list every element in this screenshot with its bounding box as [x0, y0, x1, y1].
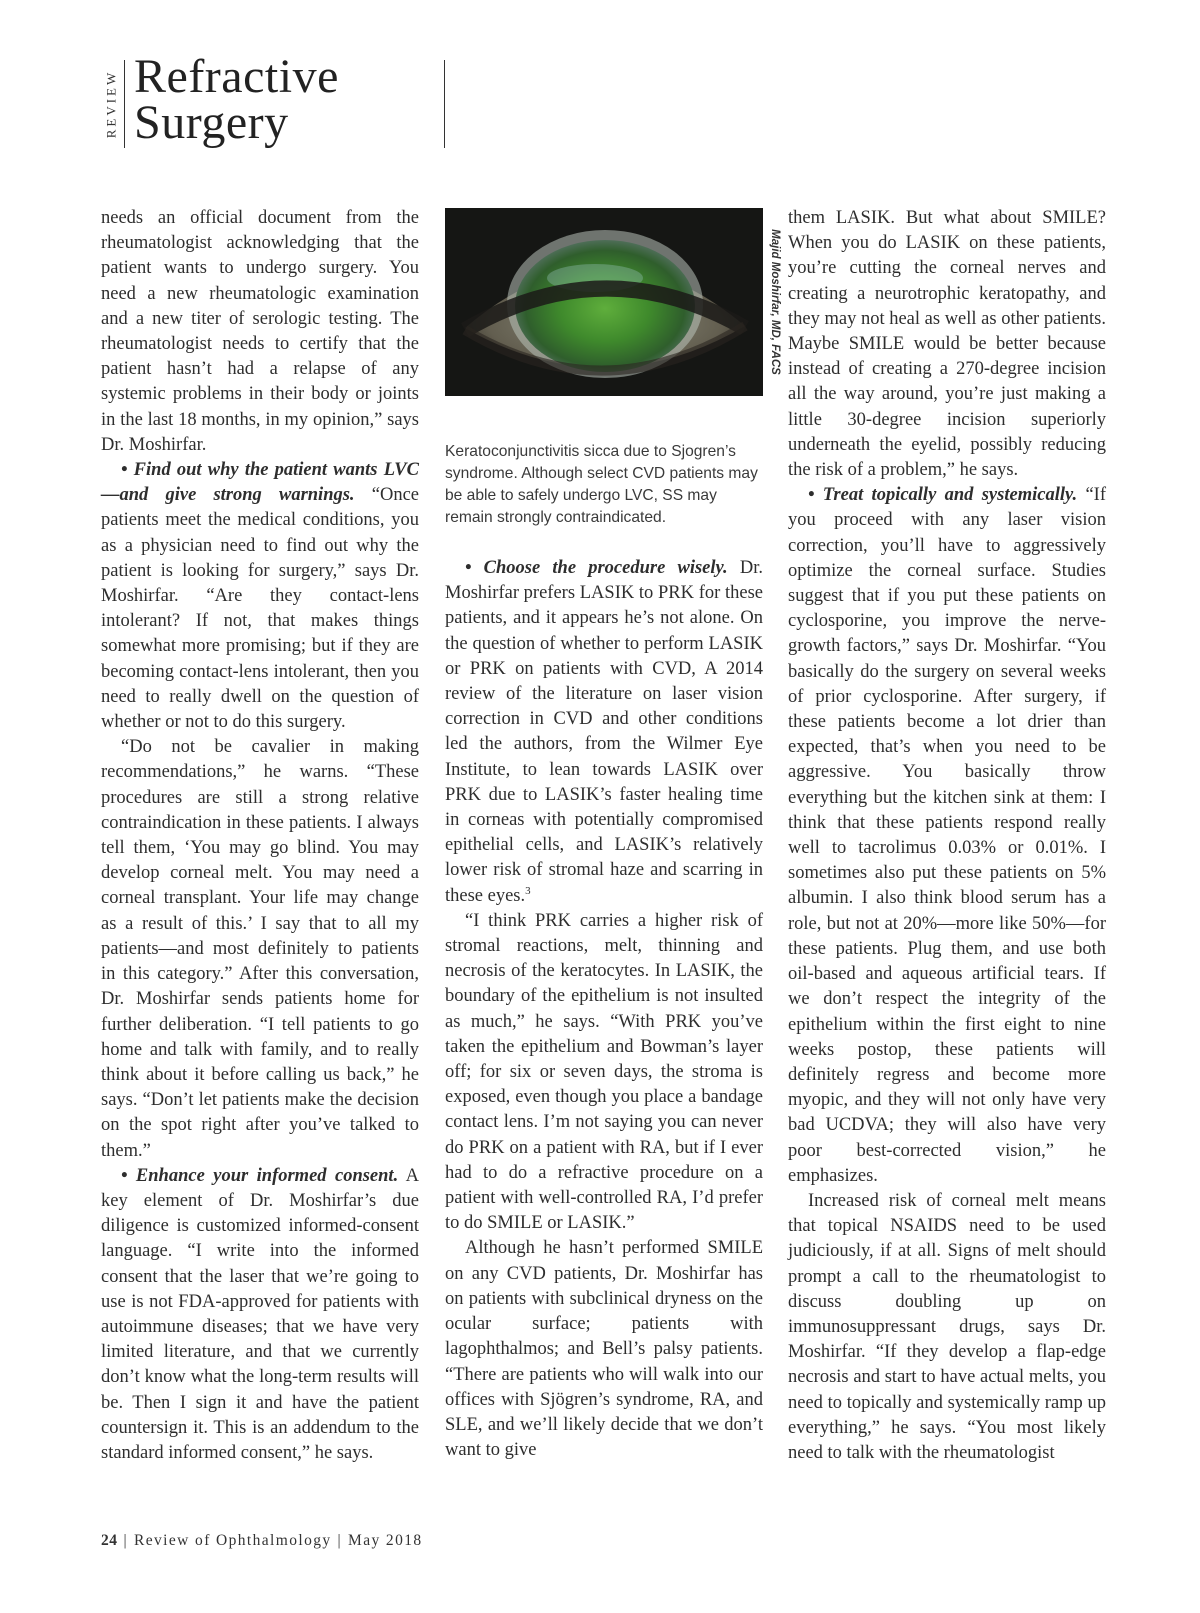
paragraph: “I think PRK carries a higher risk of stromal reactions, melt, thinning and necrosis of the keratocytes. In LASIK, the boundary of the epithelium is not insulted as much,” he says. “With PRK you’ve taken the epithelium and Bowman’s layer off; for six or seven days, the stroma is exposed, even though you place a bandage contact lens. I’m not saying you can never do PRK on a patient with RA, but if I ever had to do a refractive procedure on a patient with well-controlled RA, I’d prefer to do SMILE or LASIK.”	[445, 910, 763, 1234]
subhead: • Choose the procedure wisely.	[465, 558, 728, 578]
paragraph: Increased risk of corneal melt means that topical NSAIDS need to be used judiciously, if at all. Signs of melt should prompt a call to the rheumatologist to discuss doubling up on immunosuppressant drugs, says Dr. Moshirfar. “If they develop a flap-edge necrosis and start to have actual melts, you need to topically and systemically ramp up everything,” he says. “You most likely need to talk with the rheumatologist	[788, 1190, 1106, 1463]
paragraph-text: “If you proceed with any laser vision correction, you’ll have to aggressively optimize the corneal surface. Studies suggest that if you put these patients on cyclosporine, you improve the nerve-growth factors,” says Dr. Moshirfar. “You basically do the surgery on several weeks of prior cyclosporine. After surgery, if these patients become a lot drier than expected, that’s when you need to be aggressive. You basically throw everything but the kitchen sink at them: I think that these patients respond really well to tacrolimus 0.03% or 0.01%. I sometimes also put these patients on 5% albumin. I also think blood serum has a role, but not at 20%—more like 50%—for these patients. Plug them, and use both oil-based and aqueous artificial tears. If we don’t respect the integrity of the epithelium within the first eight to nine weeks postop, these patients will definitely regress and become more myopic, and they will not only have very bad UCDVA; they will also have very poor best-corrected vision,” he emphasizes.	[788, 485, 1106, 1186]
subhead: • Find out why the patient wants LVC—and give strong warnings.	[101, 460, 419, 506]
paragraph-text: Dr. Moshirfar prefers LASIK to PRK for these patients, and it appears he’s not alone. On the question of whether to perform LASIK or PRK on patients with CVD, A 2014 review of the literature on laser vision correction in CVD and other conditions led the authors, from the Wilmer Eye Institute, to lean towards LASIK over PRK due to LASIK’s faster healing time in corneas with potentially compromised epithelial cells, and LASIK’s relatively lower risk of stromal haze and scarring in these eyes.	[445, 558, 764, 906]
paragraph: Although he hasn’t performed SMILE on any CVD patients, Dr. Moshirfar has on patients with subclinical dryness on the ocular surface; patients with lagophthalmos; and Bell’s palsy patients. “There are patients who will walk into our offices with Sjögren’s syndrome, RA, and SLE, and we’ll likely decide that we don’t want to give	[445, 1238, 763, 1461]
figure	[445, 208, 781, 396]
section-tag	[100, 58, 122, 150]
article-column-3	[788, 206, 1106, 1466]
page-number: 24	[101, 1532, 118, 1549]
subhead: • Enhance your informed consent.	[121, 1165, 399, 1186]
publication-name: Review of Ophthalmology	[134, 1532, 332, 1549]
reference-marker: 3	[525, 884, 531, 897]
paragraph-text: A key element of Dr. Moshirfar’s due diligence is customized informed-consent language. “I write into the informed consent that the laser that we’re going to use is not FDA-approved for patients with autoimmune diseases; that we have very limited literature, and that we currently don’t know what the long-term results will be. Then I sign it and have the patient countersign it. This is an addendum to the standard informed consent,” he says.	[101, 1165, 419, 1463]
paragraph: needs an official document from the rheumatologist acknowledging that the patient wants to undergo surgery. You need a new rheumatologic examination and a new titer of serologic testing. The rheumatologist needs to certify that the patient hasn’t had a relapse of any systemic problems in their body or joints in the last 18 months, in my opinion,” says Dr. Moshirfar.	[101, 208, 419, 455]
issue-date: May 2018	[348, 1532, 423, 1549]
paragraph	[101, 1164, 419, 1466]
header-divider-left	[124, 60, 125, 148]
paragraph	[445, 556, 763, 909]
section-title	[134, 50, 339, 149]
page-footer	[101, 1532, 423, 1550]
article-column-1	[101, 206, 419, 1466]
figure-caption: Keratoconjunctivitis sicca due to Sjogren’s syndrome. Although select CVD patients may be able to safely undergo LVC, SS may remain strongly contraindicated.	[445, 443, 758, 526]
paragraph: them LASIK. But what about SMILE? When you do LASIK on these patients, you’re cutting the corneal nerves and creating a neurotrophic keratopathy, and they may not heal as well as other patients. Maybe SMILE would be better because instead of creating a 270-degree incision all the way around, you’re just making a little 30-degree incision superiorly underneath the eyelid, possibly reducing the risk of a problem,” he says.	[788, 208, 1107, 481]
photo-credit	[767, 208, 783, 396]
section-title-line-1: Refractive	[134, 50, 339, 103]
header-divider-right	[444, 60, 445, 148]
paragraph	[101, 458, 419, 735]
paragraph	[788, 483, 1106, 1189]
eye-photo	[445, 208, 763, 396]
section-tag-text: REVIEW	[103, 69, 119, 139]
paragraph: “Do not be cavalier in making recommendations,” he warns. “These procedures are still a strong relative contraindication in these patients. I always tell them, ‘You may go blind. You may develop corneal melt. You may need a corneal transplant. Your life may change as a result of this.’ I say that to all my patients—and most definitely to patients in this category.” After this conversation, Dr. Moshirfar sends patients home for further deliberation. “I tell patients to go home and talk with family, and to really think about it before calling us back,” he says. “Don’t let patients make the decision on the spot right after you’ve talked to them.”	[101, 737, 419, 1161]
eye-illustration	[445, 208, 763, 396]
subhead: • Treat topically and systemically.	[808, 485, 1078, 506]
article-column-2	[445, 556, 763, 1463]
photo-credit-text: Majid Moshirfar, MD, FACS	[769, 229, 781, 375]
paragraph-text: “Once patients meet the medical conditions, you as a physician need to find out why the patient is looking for surgery,” says Dr. Moshirfar. “Are they contact-lens intolerant? If not, that makes things somewhat more promising; but if they are becoming contact-lens intolerant, then you need to really dwell on the question of whether or not to do this surgery.	[101, 485, 419, 733]
footer-separator: |	[337, 1532, 343, 1549]
section-title-line-2: Surgery	[134, 96, 289, 149]
footer-separator: |	[123, 1532, 129, 1549]
